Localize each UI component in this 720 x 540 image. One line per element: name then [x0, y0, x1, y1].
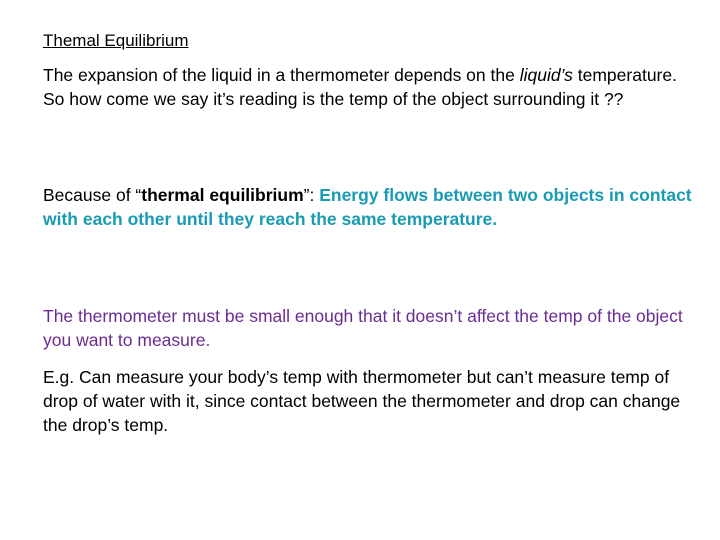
- paragraph-expansion: [43, 63, 693, 111]
- paragraph-thermometer-size: The thermometer must be small enough that it doesn’t affect the temp of the object you want to measure.: [43, 306, 683, 350]
- paragraph-expansion-italic: liquid’s: [519, 65, 573, 85]
- paragraph-expansion-text: The expansion of the liquid in a thermometer depends on the: [43, 65, 520, 85]
- paragraph-thermal-equilibrium: [43, 183, 693, 231]
- paragraph-equilibrium-prefix: Because of “: [43, 185, 142, 205]
- paragraph-expansion-text-after: temperature. So how come we say it’s reading is the temp of the object surrounding it ??: [43, 65, 677, 109]
- paragraph-equilibrium-mid: ”:: [303, 185, 320, 205]
- paragraph-example: E.g. Can measure your body’s temp with thermometer but can’t measure temp of drop of water with it, since contact between the thermometer and drop can change the drop’s temp.: [43, 367, 681, 435]
- thermal-equilibrium-definition: Energy flows between two objects in contact with each other until they reach the same temperature.: [43, 185, 692, 229]
- slide-title: Themal Equilibrium: [43, 31, 189, 50]
- thermal-equilibrium-term: thermal equilibrium: [141, 185, 304, 205]
